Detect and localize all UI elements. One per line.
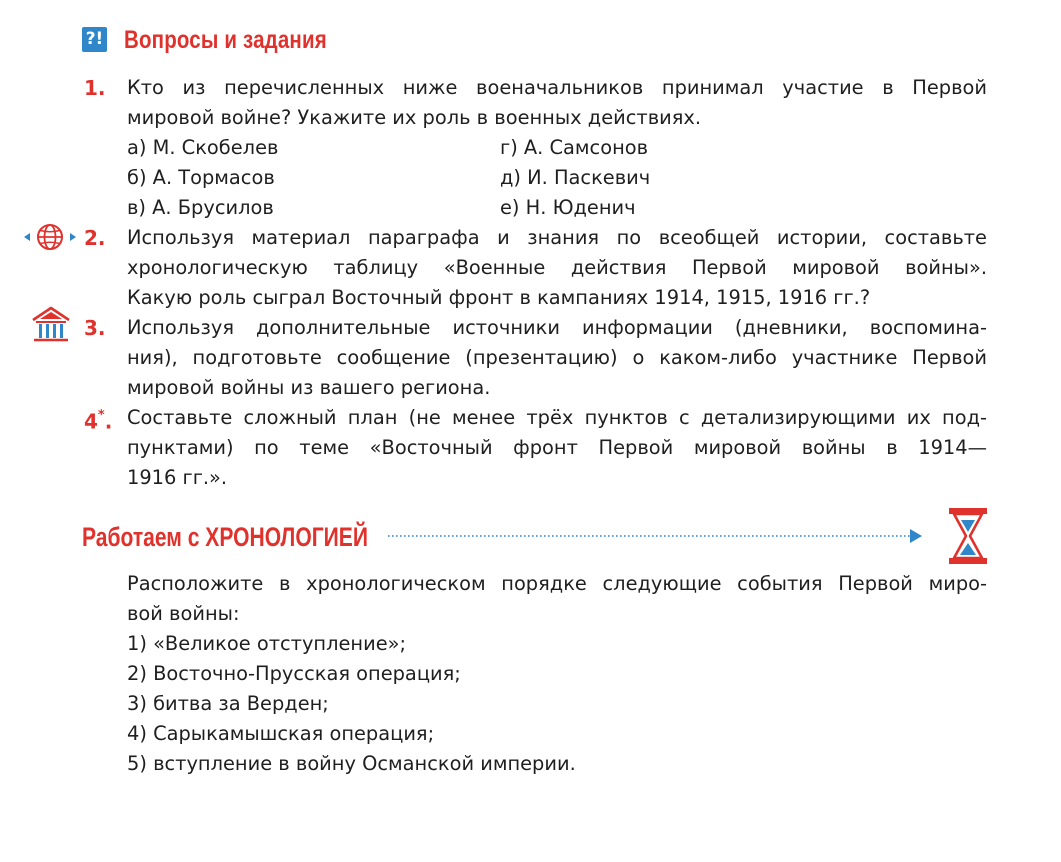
question-1-options (127, 133, 987, 223)
task-text-line: вой войны: (127, 602, 240, 625)
question-text-line: ния), подготовьте сообщение (презентацию) о каком-либо участнике Первой (127, 346, 987, 369)
option-item: г) А. Самсонов (500, 136, 649, 159)
question-badge-icon: ?! (82, 27, 107, 52)
event-item: 2) Восточно-Прусская операция; (127, 662, 461, 685)
section-title-chronology: Работаем с ХРОНОЛОГИЕЙ (82, 522, 368, 552)
event-item: 4) Сарыкамышская операция; (127, 722, 435, 745)
option-item: е) Н. Юденич (500, 196, 636, 219)
question-1 (127, 73, 987, 223)
museum-icon (30, 305, 72, 345)
task-text-line: Расположите в хронологическом порядке следующие события Первой миро- (127, 572, 987, 595)
question-2 (127, 223, 987, 313)
question-4-digit: 4 (84, 409, 98, 434)
dotted-arrow-line (388, 526, 923, 546)
question-text-line: Используя материал параграфа и знания по всеобщей истории, составьте (127, 226, 987, 249)
question-text-line: мировой войне? Укажите их роль в военных действиях. (127, 106, 702, 129)
event-item: 5) вступление в войну Османской империи. (127, 752, 576, 775)
question-4-star: * (97, 408, 105, 423)
question-1-number: 1. (84, 76, 106, 100)
question-2-number: 2. (84, 226, 106, 250)
option-item: а) М. Скобелев (127, 136, 279, 159)
question-text-line: Какую роль сыграл Восточный фронт в кампаниях 1914, 1915, 1916 гг.? (127, 286, 871, 309)
option-item: д) И. Паскевич (500, 166, 651, 189)
question-text-line: мировой войны из вашего региона. (127, 376, 491, 399)
question-text-line: Составьте сложный план (не менее трёх пунктов с детализирующими их под- (127, 406, 987, 429)
event-item: 3) битва за Верден; (127, 692, 329, 715)
question-3-number: 3. (84, 316, 106, 340)
globe-icon (22, 222, 78, 252)
question-4-dot: . (104, 409, 113, 434)
question-text-line: Используя дополнительные источники информации (дневники, воспомина- (127, 316, 987, 339)
question-4 (127, 403, 987, 493)
question-3 (127, 313, 987, 403)
question-4-number (84, 403, 112, 437)
question-text-line: Кто из перечисленных ниже военачальников принимал участие в Первой (127, 76, 987, 99)
hourglass-icon (948, 507, 988, 565)
option-item: в) А. Брусилов (127, 196, 274, 219)
event-item: 1) «Великое отступление»; (127, 632, 407, 655)
question-text-line: пунктами) по теме «Восточный фронт Первой мировой войны в 1914— (127, 436, 987, 459)
question-text-line: 1916 гг.». (127, 466, 228, 489)
chronology-task (127, 569, 987, 779)
question-text-line: хронологическую таблицу «Военные действия Первой мировой войны». (127, 256, 987, 279)
section-title-questions: Вопросы и задания (124, 26, 327, 54)
option-item: б) А. Тормасов (127, 166, 275, 189)
